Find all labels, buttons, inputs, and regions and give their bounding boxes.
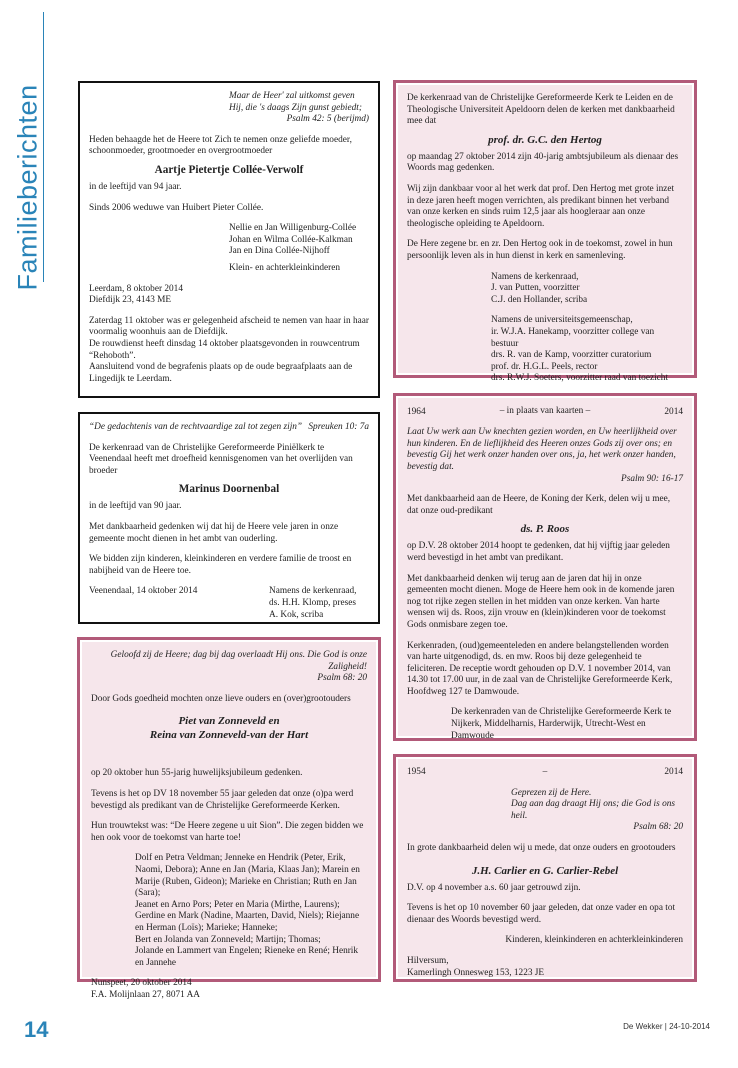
- signature-line: Namens de kerkenraad,: [269, 586, 357, 597]
- signature-line: Namens de kerkenraad,: [491, 271, 579, 282]
- signature-line: drs. R. van de Kamp, voorzitter curatorium: [491, 350, 652, 361]
- verse-text: Laat Uw werk aan Uw knechten gezien worden, en Uw heerlijkheid over hun kinderen. En de lieflijkheid des Heeren onzes Gods zij over ons; en bevestig Gij het werk onzer handen over ons, ja, het werk onzer handen, bevestig dat.: [407, 427, 677, 472]
- signature-line: drs. R.W.J. Soeters, voorzitter raad van toezicht: [491, 373, 669, 384]
- family-line: Johan en Wilma Collée-Kalkman: [229, 234, 353, 245]
- notice-carlier: [393, 754, 697, 982]
- address: F.A. Molijnlaan 27, 8071 AA: [91, 989, 201, 1000]
- year-from: 1964: [407, 406, 426, 417]
- signature-text: De kerkenraden van de Christelijke Gereformeerde Kerk te Nijkerk, Middelharnis, Harderwijk, Utrecht-West en Damwoude: [451, 707, 672, 741]
- notice-roos: [393, 393, 697, 741]
- verse-line: Dag aan dag draagt Hij ons; die God is ons heil.: [511, 799, 675, 821]
- widow-text: Sinds 2006 weduwe van Huibert Pieter Collée.: [89, 202, 264, 213]
- verse-reference: Psalm 42: 5 (berijmd): [286, 114, 369, 125]
- place-date: Veenendaal, 14 oktober 2014: [89, 586, 198, 597]
- notice-van-zonneveld: [77, 637, 381, 1000]
- verse-line: Hij, die 's daags Zijn gunst gebiedt;: [229, 102, 362, 113]
- wedding-text: Hun trouwtekst was: “De Heere zegene u uit Sion”. Die zegen bidden we hen ook voor de toekomst van harte toe!: [91, 821, 364, 843]
- verse-reference: Spreuken 10: 7a: [308, 422, 369, 432]
- signature-row: [89, 586, 369, 621]
- thanks-text: Met dankbaarheid gedenken wij dat hij de Heere vele jaren in onze gemeente mocht dienen in het ambt van ouderling.: [89, 521, 339, 544]
- deceased-name: Aartje Pietertje Collée-Verwolf: [154, 163, 304, 176]
- blessing-text: De Here zegene br. en zr. Den Hertog ook in de toekomst, zowel in hun persoonlijk leven als in hun dienst in kerk en samenleving.: [407, 239, 673, 261]
- verse-text: Geloofd zij de Heere; dag bij dag overlaadt Hij ons. Die God is onze Zaligheid!: [110, 650, 367, 672]
- reception-text: Kerkenraden, (oud)gemeenteleden en andere belangstellenden worden van harte uitgenodigd, ds. en mw. Roos bij deze gelegenheid te feliciteren. De receptie wordt gehouden op D.V. 1 november 2014, van 14.30 tot 17.00 uur, in de zaal van de Christelijke Gereformeerde Kerk, Hoofdweg 127 te Damwoude.: [407, 640, 673, 697]
- notice-body: [398, 398, 692, 741]
- jubilee-text: op D.V. 28 oktober 2014 hoopt te gedenken, dat hij vijftig jaar geleden werd bevestigd in het ambt van predikant.: [407, 541, 670, 563]
- verse-reference: Psalm 90: 16-17: [621, 473, 683, 484]
- burial-text: Aansluitend vond de begrafenis plaats op de oude begraafplaats aan de Lingedijk te Leerdam.: [89, 362, 353, 384]
- age-text: in de leeftijd van 94 jaar.: [89, 181, 182, 192]
- thanks-text: Wij zijn dankbaar voor al het werk dat prof. Den Hertog met grote inzet in deze jaren heeft mogen verrichten, als predikant binnen het verband van onze kerken en sinds ruim 12,5 jaar als hoogleraar aan onze theologische opleiding te Apeldoorn.: [407, 183, 675, 229]
- notice-body: [398, 85, 692, 384]
- signature-line: prof. dr. H.G.L. Peels, rector: [491, 361, 598, 372]
- deceased-name: Marinus Doornenbal: [178, 483, 280, 496]
- signature-line: A. Kok, scriba: [269, 609, 324, 620]
- ordination-text: Tevens is het op DV 18 november 55 jaar geleden dat onze (o)pa werd bevestigd als predikant van de Christelijke Gereformeerde Kerken.: [91, 788, 354, 811]
- place-date: Nunspeet, 20 oktober 2014: [91, 978, 192, 989]
- jubilee-text: op maandag 27 oktober 2014 zijn 40-jarig ambtsjubileum als dienaar des Woords mag gedenken.: [407, 151, 679, 174]
- signature-text: Kinderen, kleinkinderen en achterkleinkinderen: [505, 935, 683, 946]
- couple-name: Reina van Zonneveld-van der Hart: [149, 729, 309, 742]
- address: Diefdijk 23, 4143 ME: [89, 295, 172, 306]
- signature-block: [269, 586, 369, 621]
- thanks-text: Met dankbaarheid denken wij terug aan de jaren dat hij in onze gemeenten mocht dienen. Moge de Heere hem ook in de komende jaren nog tot rijke zegen stellen in het midden van onze kerken. Van harte wensen wij ds. Roos, zijn vrouw en (klein)kinderen voor de toekomst Gods onmisbare zegen toe.: [407, 573, 675, 630]
- signature-line: J. van Putten, voorzitter: [491, 283, 580, 294]
- section-title: [8, 80, 48, 290]
- verse-reference: Psalm 68: 20: [633, 822, 683, 833]
- jubilarian-name: ds. P. Roos: [520, 523, 570, 536]
- notice-body: [398, 759, 692, 977]
- intro-text: In grote dankbaarheid delen wij u mede, dat onze ouders en grootouders: [407, 842, 676, 853]
- footer-publication: De Wekker | 24-10-2014: [623, 1022, 710, 1031]
- family-line: Klein- en achterkleinkinderen: [229, 262, 340, 273]
- jubilarian-name: prof. dr. G.C. den Hertog: [488, 133, 602, 146]
- year-to: 2014: [664, 767, 683, 777]
- signature-line: ds. H.H. Klomp, preses: [269, 597, 357, 608]
- intro-text: Door Gods goedheid mochten onze lieve ouders en (over)grootouders: [91, 693, 351, 704]
- city: Hilversum,: [407, 955, 449, 966]
- comfort-text: We bidden zijn kinderen, kleinkinderen en verdere familie de troost en nabijheid van de Heere toe.: [89, 554, 352, 576]
- year-to: 2014: [664, 406, 683, 417]
- family-line: Jan en Dina Collée-Nijhoff: [229, 246, 330, 257]
- intro-text: De kerkenraad van de Christelijke Gereformeerde Kerk te Leiden en de Theologische Universiteit Apeldoorn delen de kerken met dankbaarheid mee dat: [407, 93, 675, 127]
- verse-reference: Psalm 68: 20: [317, 673, 367, 684]
- notice-body: [82, 642, 376, 1000]
- family-line: Jolande en Lammert van Engelen; Rieneke en René; Henrik en Jannehe: [135, 946, 359, 968]
- notice-collee-verwolf: [78, 81, 380, 398]
- ordination-text: Tevens is het op 10 november 60 jaar geleden, dat onze vader en opa tot dienaar des Woords bevestigd werd.: [407, 903, 676, 925]
- family-line: Dolf en Petra Veldman; Jenneke en Hendrik (Peter, Erik, Naomi, Debora); Anne en Jan (Maria, Klaas Jan); Marein en Marije (Ruben, Gideon); Marieke en Christian; Ruth en Jan (Sara);: [135, 853, 360, 899]
- year-row: [407, 767, 683, 779]
- family-line: Bert en Jolanda van Zonneveld; Martijn; Thomas;: [135, 934, 321, 945]
- farewell-text: Zaterdag 11 oktober was er gelegenheid afscheid te nemen van haar in haar voormalig woonhuis aan de Diefdijk.: [89, 315, 369, 338]
- notice-doornenbal: [78, 412, 380, 624]
- signature-line: Namens de universiteitsgemeenschap,: [491, 315, 633, 326]
- intro-text: Met dankbaarheid aan de Heere, de Koning der Kerk, delen wij u mee, dat onze oud-predikant: [407, 494, 671, 516]
- signature-line: ir. W.J.A. Hanekamp, voorzitter college van bestuur: [491, 326, 655, 349]
- place-date: Leerdam, 8 oktober 2014: [89, 283, 183, 294]
- intro-text: Heden behaagde het de Heere tot Zich te nemen onze geliefde moeder, schoonmoeder, grootmoeder en overgrootmoeder: [89, 134, 352, 157]
- married-text: D.V. op 4 november a.s. 60 jaar getrouwd zijn.: [407, 882, 581, 893]
- year-dash: –: [542, 767, 548, 777]
- couple-name: Piet van Zonneveld en: [178, 715, 280, 728]
- verse-line: Maar de Heer' zal uitkomst geven: [229, 91, 355, 101]
- intro-text: De kerkenraad van de Christelijke Gereformeerde Piniëlkerk te Veenendaal heeft met droefheid kennisgenomen van het overlijden van broeder: [89, 442, 353, 476]
- service-text: De rouwdienst heeft dinsdag 14 oktober plaatsgevonden in rouwcentrum “Rehoboth”.: [89, 338, 360, 361]
- signature-line: C.J. den Hollander, scriba: [491, 294, 588, 305]
- family-line: Jeanet en Arno Pors; Peter en Maria (Mirthe, Laurens); Gerdine en Mark (Nadine, Maarten, David, Niels); Riejanne en Herman (Loïs); Marieke; Hanneke;: [135, 899, 360, 933]
- year-from: 1954: [407, 767, 426, 777]
- verse-line: Geprezen zij de Here.: [511, 787, 592, 798]
- verse-text: “De gedachtenis van de rechtvaardige zal tot zegen zijn”: [89, 422, 303, 432]
- couple-name: J.H. Carlier en G. Carlier-Rebel: [471, 864, 619, 877]
- age-text: in de leeftijd van 90 jaar.: [89, 501, 182, 512]
- page-number: 14: [24, 1017, 49, 1042]
- address: Kamerlingh Onnesweg 153, 1223 JE: [407, 967, 545, 978]
- header-text: – in plaats van kaarten –: [499, 406, 591, 416]
- notice-den-hertog: [393, 80, 697, 384]
- family-line: Nellie en Jan Willigenburg-Collée: [229, 223, 357, 234]
- section-title-text: Familieberichten: [12, 84, 43, 291]
- anniversary-text: op 20 oktober hun 55-jarig huwelijksjubileum gedenken.: [91, 768, 303, 779]
- verse-row: [89, 422, 369, 434]
